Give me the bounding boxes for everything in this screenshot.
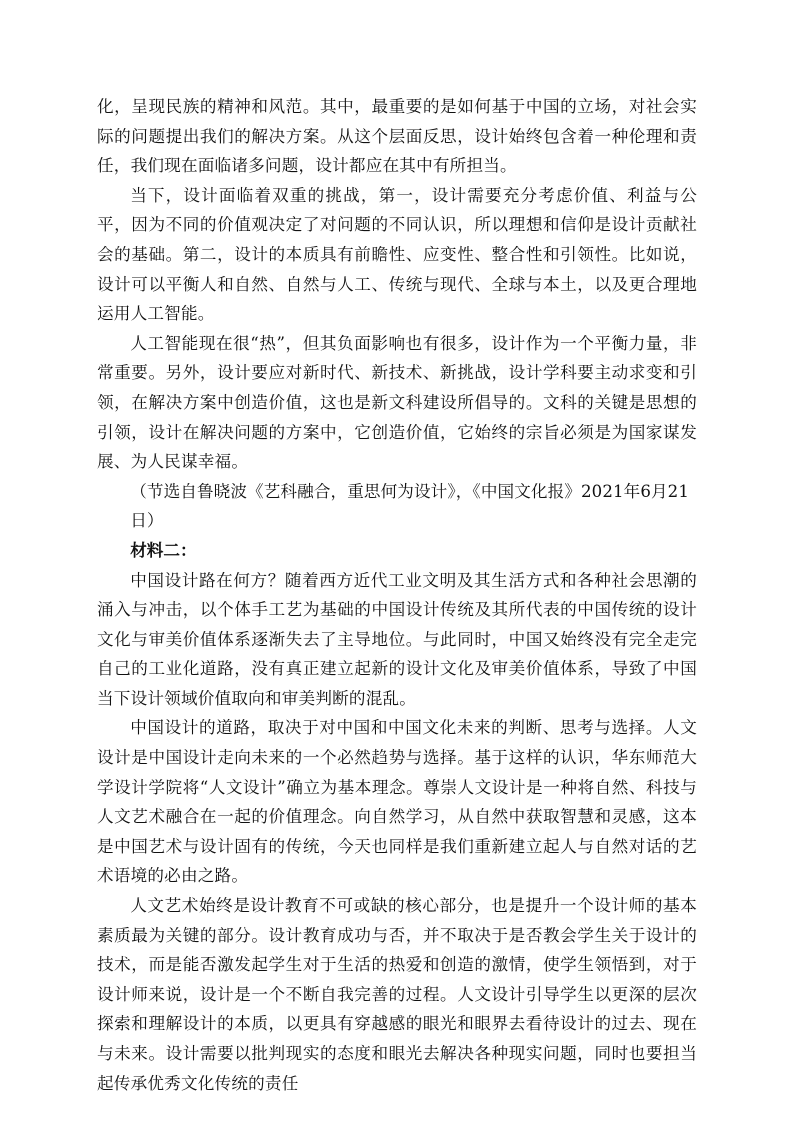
paragraph-humanistic-design: 中国设计的道路，取决于对中国和中国文化未来的判断、思考与选择。人文设计是中国设计走向未来的一个必然趋势与选择。基于这样的认识，华东师范大学设计学院将“人文设计”确立为基本理念。尊崇人文设计是一种将自然、科技与人文艺术融合在一起的价值理念。向自然学习，从自然中获取智慧和灵感，这本是中国艺术与设计固有的传统，今天也同样是我们重新建立起人与自然对话的艺术语境的必由之路。 xyxy=(97,718,697,886)
paragraph-chinese-design-path: 中国设计路在何方？随着西方近代工业文明及其生活方式和各种社会思潮的涌入与冲击，以个体手工艺为基础的中国设计传统及其所代表的中国传统的设计文化与审美价值体系逐渐失去了主导地位。与此同时，中国又始终没有完全走完自己的工业化道路，没有真正建立起新的设计文化及审美价值体系，导致了中国当下设计领域价值取向和审美判断的混乱。 xyxy=(97,570,697,708)
paragraph-continuation: 化，呈现民族的精神和风范。其中，最重要的是如何基于中国的立场，对社会实际的问题提出我们的解决方案。从这个层面反思，设计始终包含着一种伦理和责任，我们现在面临诸多问题，设计都应在其中有所担当。 xyxy=(97,97,697,176)
source-citation: （节选自鲁晓波《艺科融合，重思何为设计》，《中国文化报》2021年6月21日） xyxy=(130,481,689,531)
document-page xyxy=(97,92,697,1098)
paragraph-ai: 人工智能现在很“热”，但其负面影响也有很多，设计作为一个平衡力量，非常重要。另外，设计要应对新时代、新技术、新挑战，设计学科要主动求变和引领，在解决方案中创造价值，这也是新文科建设所倡导的。文科的关键是思想的引领，设计在解决问题的方案中，它创造价值，它始终的宗旨必须是为国家谋发展、为人民谋幸福。 xyxy=(97,333,697,472)
material-two-heading: 材料二： xyxy=(130,540,197,560)
paragraph-design-education: 人文艺术始终是设计教育不可或缺的核心部分，也是提升一个设计师的基本素质最为关键的部分。设计教育成功与否，并不取决于是否教会学生关于设计的技术，而是能否激发起学生对于生活的热爱和创造的激情，使学生领悟到，对于设计师来说，设计是一个不断自我完善的过程。人文设计引导学生以更深的层次探索和理解设计的本质，以更具有穿越感的眼光和眼界去看待设计的过去、现在与未来。设计需要以批判现实的态度和眼光去解决各种现实问题，同时也要担当起传承优秀文化传统的责任 xyxy=(97,896,697,1093)
paragraph-dual-challenges: 当下，设计面临着双重的挑战，第一，设计需要充分考虑价值、利益与公平，因为不同的价值观决定了对问题的不同认识，所以理想和信仰是设计贡献社会的基础。第二，设计的本质具有前瞻性、应变性、整合性和引领性。比如说，设计可以平衡人和自然、自然与人工、传统与现代、全球与本土，以及更合理地运用人工智能。 xyxy=(97,185,697,324)
